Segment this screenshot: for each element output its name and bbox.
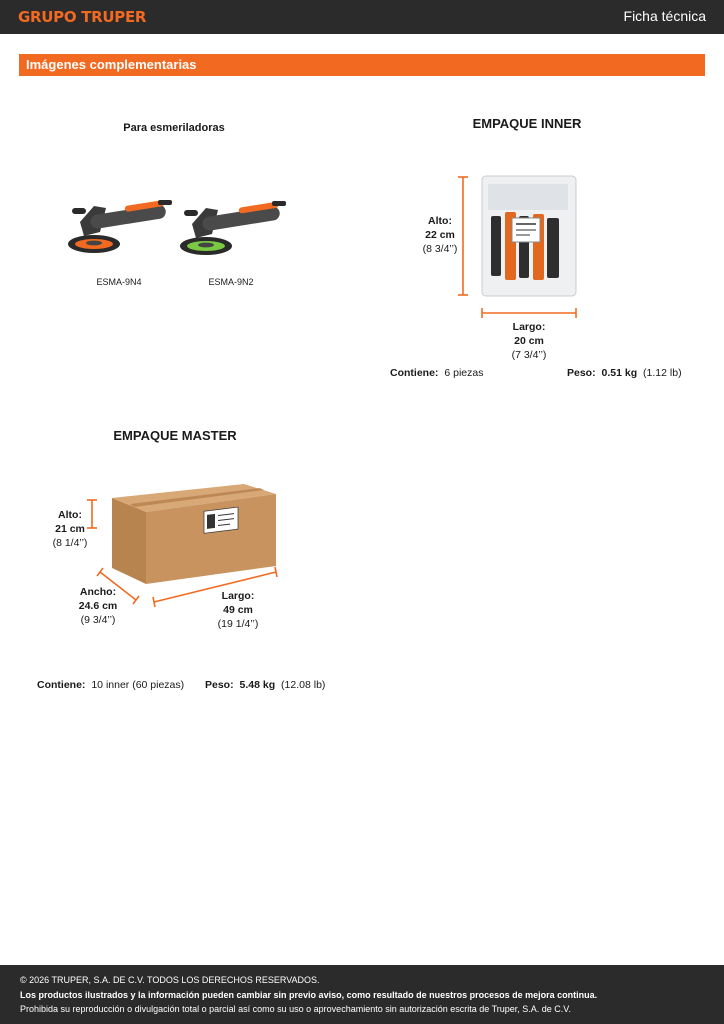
master-ancho-imperial: (9 3/4’’) [80, 614, 116, 626]
inner-contents-value: 6 piezas [444, 367, 484, 379]
master-ancho-metric: 24.6 cm [78, 600, 118, 612]
angle-grinder-icon [178, 198, 288, 260]
top-bar [0, 0, 724, 34]
master-alto-metric: 21 cm [55, 523, 85, 535]
inner-contents-label: Contiene: [390, 367, 439, 379]
inner-largo-dimension [499, 320, 559, 362]
document-type: Ficha técnica [623, 8, 706, 24]
inner-contents [390, 367, 483, 379]
master-alto-imperial: (8 1/4’’) [52, 537, 88, 549]
master-ancho-dimension [68, 585, 128, 627]
master-contents [37, 679, 184, 691]
master-weight [205, 679, 325, 691]
brand-logo[interactable]: GRUPO TRUPER [18, 8, 147, 26]
master-package-title: EMPAQUE MASTER [113, 428, 237, 443]
master-weight-value: 5.48 kg [239, 679, 276, 691]
inner-weight [567, 367, 682, 379]
master-alto-label: Alto: [58, 509, 82, 521]
master-weight-imperial: (12.08 lb) [281, 679, 326, 691]
inner-largo-metric: 20 cm [514, 335, 544, 347]
inner-alto-metric: 22 cm [425, 229, 455, 241]
product-model: ESMA-9N4 [96, 277, 142, 287]
inner-alto-imperial: (8 3/4’’) [422, 243, 458, 255]
inner-largo-label: Largo: [512, 321, 546, 333]
inner-package-title: EMPAQUE INNER [472, 116, 582, 131]
footer [0, 965, 724, 1024]
master-largo-label: Largo: [221, 590, 255, 602]
dimension-line-largo [478, 306, 582, 320]
master-contents-value: 10 inner (60 piezas) [91, 679, 185, 691]
section-header [19, 54, 705, 76]
angle-grinder-icon [66, 196, 174, 258]
inner-weight-value: 0.51 kg [601, 367, 638, 379]
bag-package-icon [455, 172, 585, 302]
footer-legal: Prohibida su reproducción o divulgación total o parcial así como su uso o aprovechamiento sin autorización escrita de Truper, S.A. de C.V. [20, 1004, 571, 1014]
section-title: Imágenes complementarias [26, 57, 197, 72]
inner-largo-imperial: (7 3/4’’) [511, 349, 547, 361]
master-contents-label: Contiene: [37, 679, 86, 691]
master-alto-dimension [44, 508, 96, 550]
inner-alto-label: Alto: [428, 215, 452, 227]
master-largo-imperial: (19 1/4’’) [217, 618, 259, 630]
inner-weight-imperial: (1.12 lb) [643, 367, 682, 379]
inner-weight-label: Peso: [567, 367, 596, 379]
master-weight-label: Peso: [205, 679, 234, 691]
product-model: ESMA-9N2 [208, 277, 254, 287]
inner-alto-dimension [412, 214, 468, 256]
footer-copyright: © 2026 TRUPER, S.A. DE C.V. TODOS LOS DERECHOS RESERVADOS. [20, 975, 320, 985]
master-largo-dimension [207, 589, 269, 631]
master-largo-metric: 49 cm [223, 604, 253, 616]
footer-notice: Los productos ilustrados y la información pueden cambiar sin previo aviso, como resultado de nuestros procesos de mejora continua. [20, 990, 598, 1000]
master-ancho-label: Ancho: [79, 586, 117, 598]
compatibility-title: Para esmeriladoras [123, 122, 225, 134]
